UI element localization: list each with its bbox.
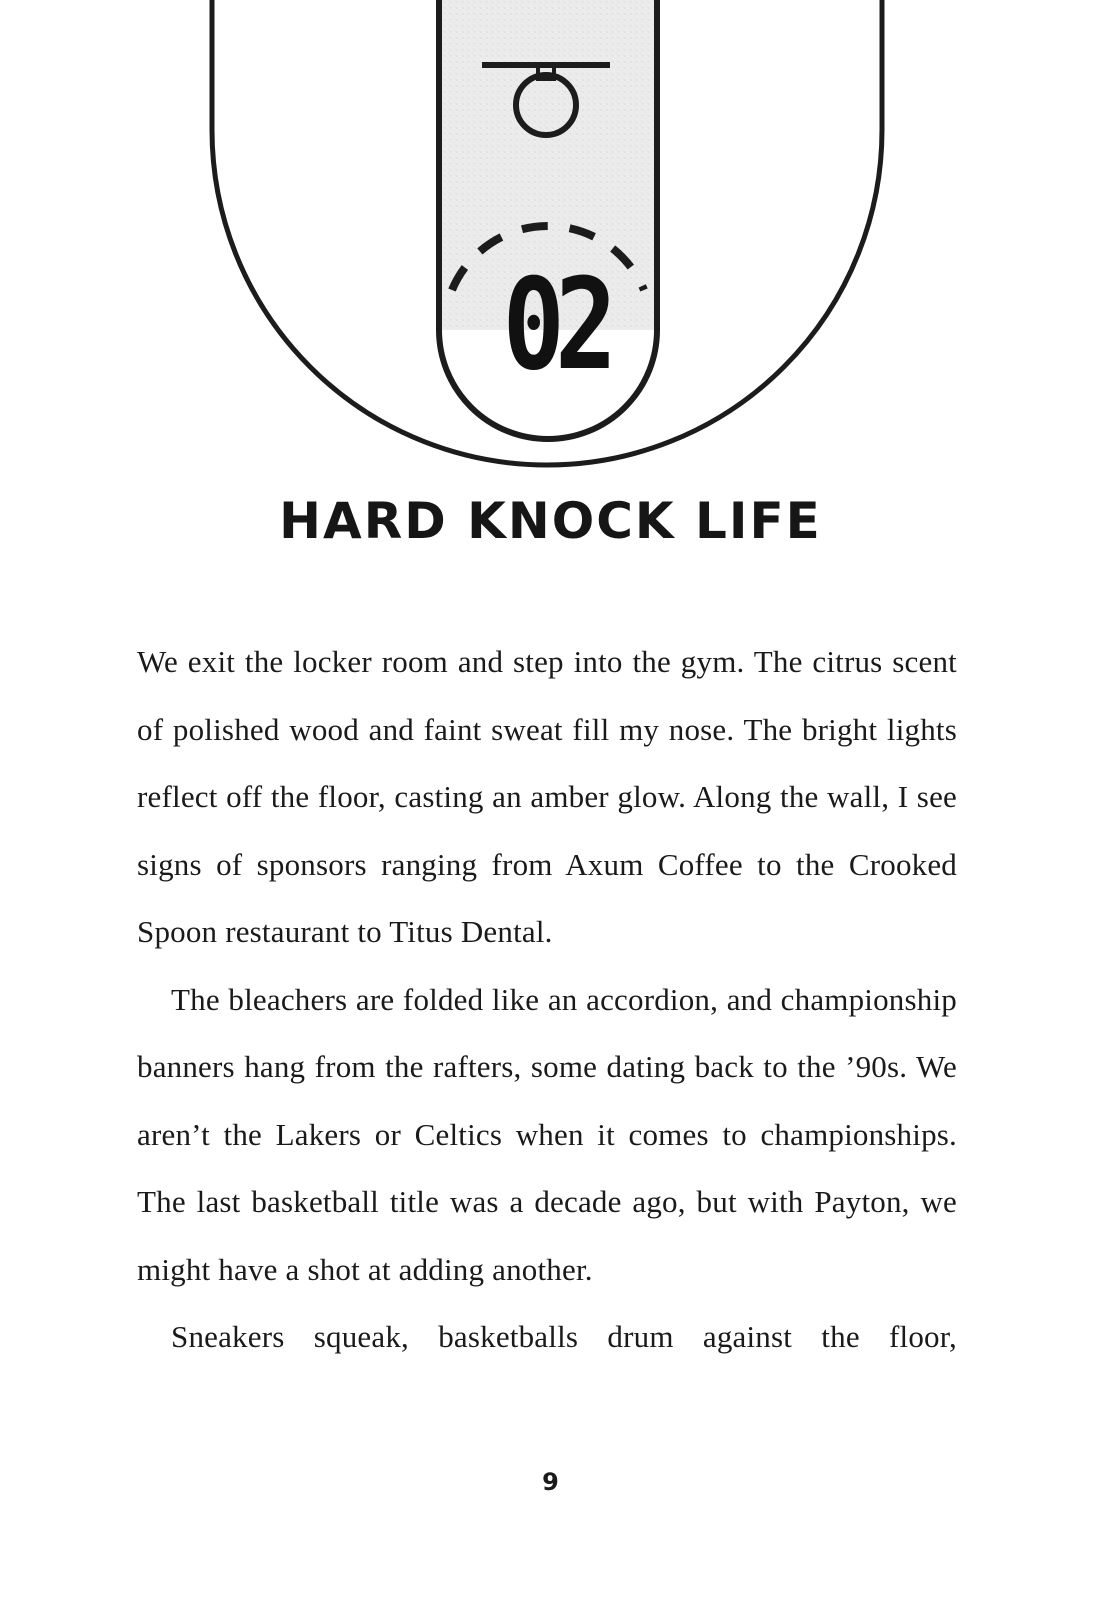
basketball-court-illustration bbox=[0, 0, 1101, 480]
paragraph-2: The bleachers are folded like an accordion, and championship banners hang from the rafters, some dating back to the ’90s. We aren’t the Lakers or Celtics when it comes to championships. The last basketball title was a decade ago, but with Payton, we might have a shot at adding another. bbox=[137, 981, 957, 1287]
chapter-title: HARD KNOCK LIFE bbox=[279, 492, 822, 550]
paragraph-3: Sneakers squeak, basketballs drum against the floor, bbox=[171, 1319, 957, 1354]
chapter-number: 02 bbox=[502, 251, 608, 398]
chapter-body bbox=[137, 628, 957, 1371]
page-number: 9 bbox=[542, 1468, 559, 1496]
paragraph-1: We exit the locker room and step into the gym. The citrus scent of polished wood and faint sweat fill my nose. The bright lights reflect off the floor, casting an amber glow. Along the wall, I see signs of sponsors ranging from Axum Coffee to the Crooked Spoon restaurant to Titus Dental. bbox=[137, 644, 957, 949]
